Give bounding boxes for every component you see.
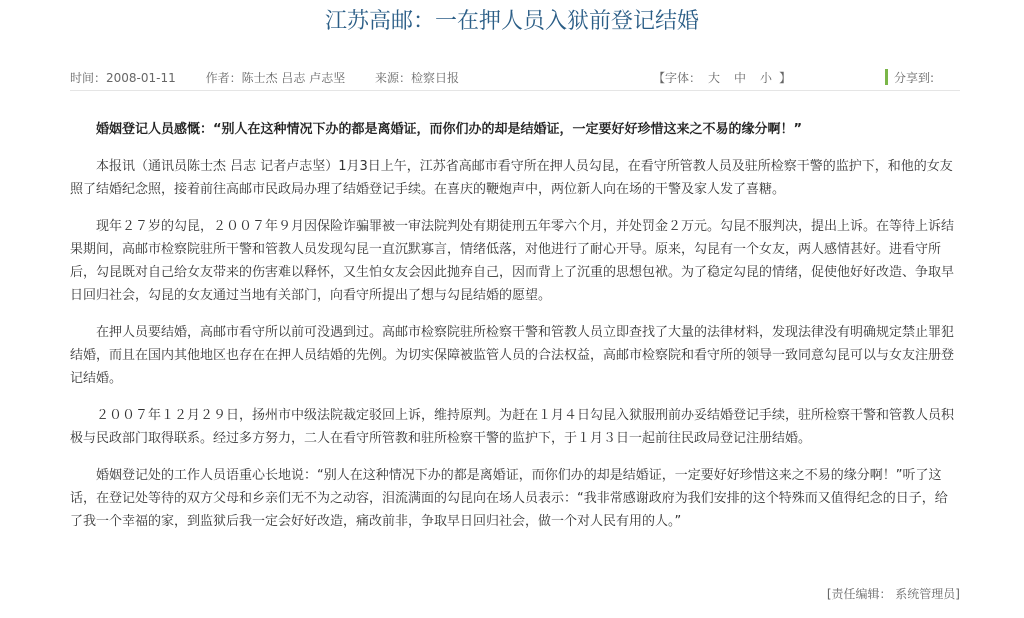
- body-paragraph-1: 本报讯（通讯员陈士杰 吕志 记者卢志坚）1月3日上午，江苏省高邮市看守所在押人员勾昆，在看守所管教人员及驻所检察干警的监护下，和他的女友照了结婚纪念照，接着前往高邮市民政局办理了结婚登记手续。在喜庆的鞭炮声中，两位新人向在场的干警及家人发了喜糖。: [70, 159, 953, 197]
- article-meta-bar: [70, 66, 960, 91]
- responsible-editor: [责任编辑： 系统管理员]: [826, 587, 960, 601]
- body-paragraph-3: 在押人员要结婚，高邮市看守所以前可没遇到过。高邮市检察院驻所检察干警和管教人员立即查找了大量的法律材料，发现法律没有明确规定禁止罪犯结婚，而且在国内其他地区也存在在押人员结婚的先例。为切实保障被监管人员的合法权益，高邮市检察院和看守所的领导一致同意勾昆可以与女友注册登记结婚。: [70, 325, 955, 386]
- meta-info: [70, 66, 485, 90]
- share-area: [885, 66, 934, 90]
- body-paragraph-2: 现年２７岁的勾昆，２００７年９月因保险诈骗罪被一审法院判处有期徒刑五年零六个月，并处罚金２万元。勾昆不服判决，提出上诉。在等待上诉结果期间，高邮市检察院驻所干警和管教人员发现勾昆一直沉默寡言，情绪低落，对他进行了耐心开导。原来，勾昆有一个女友，两人感情甚好。进看守所后，勾昆既对自己给女友带来的伤害难以释怀，又生怕女友会因此抛弃自己，因而背上了沉重的思想包袱。为了稳定勾昆的情绪，促使他好好改造、争取早日回归社会，勾昆的女友通过当地有关部门，向看守所提出了想与勾昆结婚的愿望。: [70, 219, 955, 303]
- font-label-close: 】: [779, 71, 792, 85]
- font-large-button[interactable]: 大: [708, 71, 721, 85]
- font-medium-button[interactable]: 中: [734, 71, 747, 85]
- article-title: 江苏高邮：一在押人员入狱前登记结婚: [324, 9, 699, 34]
- source: 来源：检察日报: [375, 71, 460, 85]
- body-paragraph-5: 婚姻登记处的工作人员语重心长地说：“别人在这种情况下办的都是离婚证，而你们办的却是结婚证，一定要好好珍惜这来之不易的缘分啊！”听了这话，在登记处等待的双方父母和乡亲们无不为之动容，泪流满面的勾昆向在场人员表示：“我非常感谢政府为我们安排的这个特殊而又值得纪念的日子，给了我一个幸福的家，到监狱后我一定会好好改造，痛改前非，争取早日回归社会，做一个对人民有用的人。”: [70, 468, 948, 529]
- font-size-control: [653, 66, 791, 90]
- body-paragraph-4: ２００７年１２月２９日，扬州市中级法院裁定驳回上诉，维持原判。为赶在１月４日勾昆入狱服刑前办妥结婚登记手续，驻所检察干警和管教人员积极与民政部门取得联系。经过多方努力，二人在看守所管教和驻所检察干警的监护下，于１月３日一起前往民政局登记注册结婚。: [70, 408, 955, 446]
- lead-paragraph: 婚姻登记人员感慨：“别人在这种情况下办的都是离婚证，而你们办的却是结婚证，一定要好好珍惜这来之不易的缘分啊！”: [96, 122, 803, 137]
- article-body: [70, 118, 960, 547]
- author: 作者：陈士杰 吕志 卢志坚: [205, 71, 346, 85]
- share-label[interactable]: 分享到:: [894, 71, 935, 85]
- share-bar-icon: [885, 69, 888, 85]
- font-label-open: 【字体：: [653, 71, 702, 85]
- publish-time: 时间：2008-01-11: [70, 71, 176, 85]
- font-small-button[interactable]: 小: [760, 71, 773, 85]
